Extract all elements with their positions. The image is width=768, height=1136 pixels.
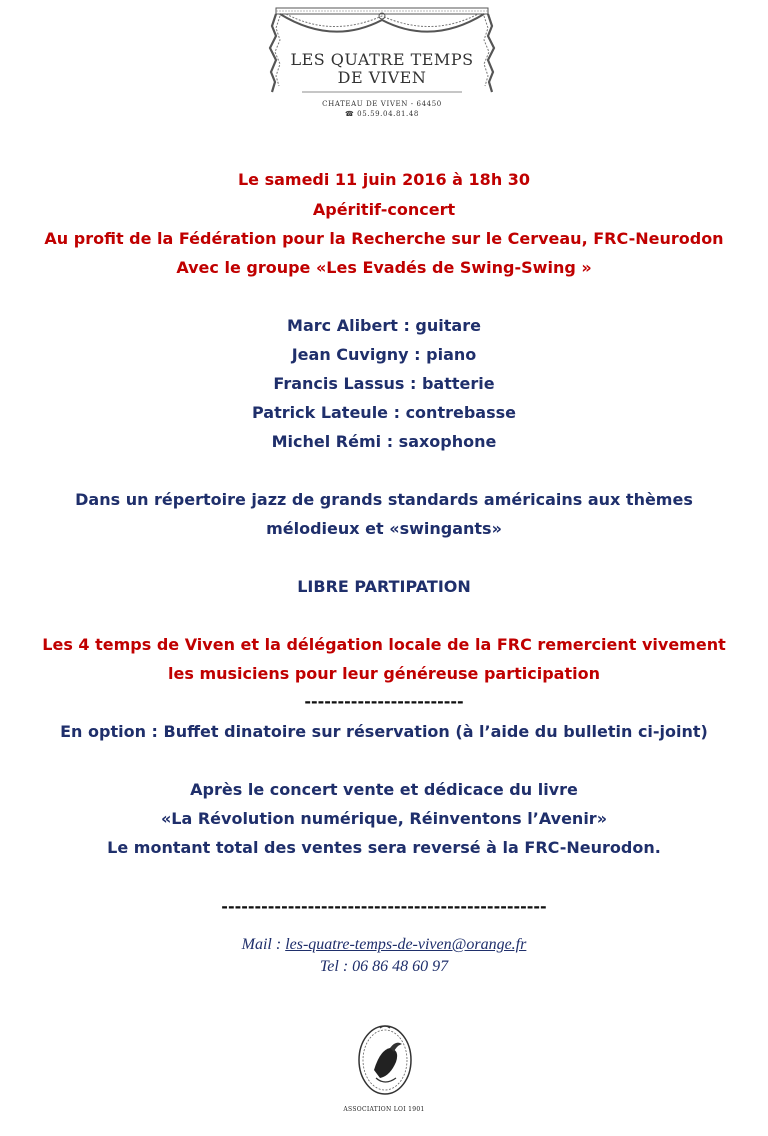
logo-title-line2: DE VIVEN (337, 68, 427, 87)
repertoire-line2: mélodieux et «swingants» (266, 519, 502, 538)
libre-participation: LIBRE PARTIPATION (297, 577, 471, 596)
book-line1: Après le concert vente et dédicace du livre (190, 780, 578, 799)
event-group: Avec le groupe «Les Evadés de Swing-Swing » (176, 258, 592, 277)
musician-3: Francis Lassus : batterie (273, 374, 495, 393)
association-emblem-icon (350, 1020, 420, 1100)
separator-long: ------------------------------------------------- (221, 897, 547, 916)
musician-4: Patrick Lateule : contrebasse (252, 403, 516, 422)
association-label: ASSOCIATION LOI 1901 (343, 1106, 425, 1113)
logo-address: CHATEAU DE VIVEN - 64450 (322, 100, 442, 108)
musician-5: Michel Rémi : saxophone (271, 432, 497, 451)
separator-short: ------------------------ (304, 692, 464, 711)
event-type: Apéritif-concert (312, 200, 456, 219)
mail-link[interactable]: les-quatre-temps-de-viven@orange.fr (285, 936, 527, 953)
event-date: Le samedi 11 juin 2016 à 18h 30 (237, 170, 531, 189)
musician-1: Marc Alibert : guitare (287, 316, 481, 335)
buffet-option: En option : Buffet dinatoire sur réservation (à l’aide du bulletin ci-joint) (60, 722, 708, 741)
logo-phone: ☎ 05.59.04.81.48 (345, 110, 419, 118)
mail-label: Mail : (241, 936, 286, 953)
contact-tel: Tel : 06 86 48 60 97 (319, 958, 449, 975)
repertoire-line1: Dans un répertoire jazz de grands standards américains aux thèmes (75, 490, 693, 509)
contact-mail-line (0, 936, 768, 954)
logo-title-line1: LES QUATRE TEMPS (290, 50, 474, 69)
header-logo (262, 6, 502, 124)
book-line3: Le montant total des ventes sera reversé à la FRC-Neurodon. (107, 838, 661, 857)
book-line2: «La Révolution numérique, Réinventons l’Avenir» (160, 809, 608, 828)
event-benefit: Au profit de la Fédération pour la Recherche sur le Cerveau, FRC-Neurodon (44, 229, 724, 248)
musician-2: Jean Cuvigny : piano (291, 345, 477, 364)
thanks-line1: Les 4 temps de Viven et la délégation locale de la FRC remercient vivement (42, 635, 726, 654)
thanks-line2: les musiciens pour leur généreuse participation (168, 664, 600, 683)
